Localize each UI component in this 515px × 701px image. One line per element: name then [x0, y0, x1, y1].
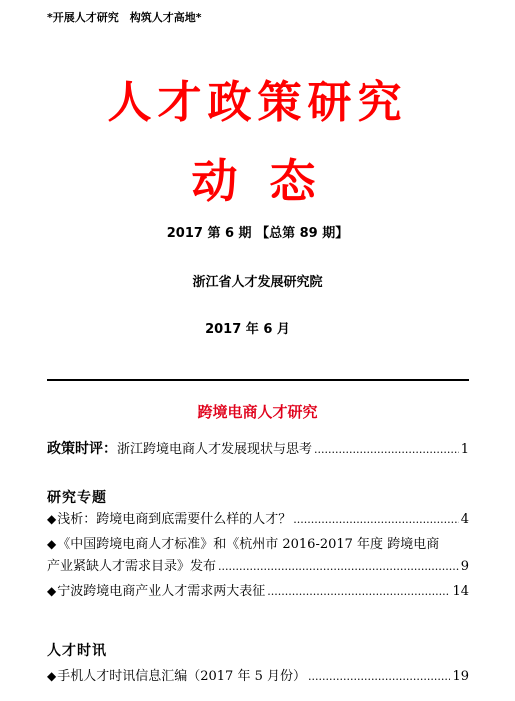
- research-heading: 研究专题: [47, 490, 107, 506]
- leader-dots: [267, 582, 450, 602]
- leader-dots: [218, 557, 459, 577]
- toc-entry-policy[interactable]: [47, 439, 469, 460]
- toc-entry-title: 手机人才时讯信息汇编（2017 年 5 月份）: [57, 669, 306, 684]
- toc-entry-research-2-line2[interactable]: [47, 557, 469, 577]
- publisher: 浙江省人才发展研究院: [192, 275, 323, 290]
- toc-entry-title: 浙江跨境电商人才发展现状与思考: [117, 442, 313, 457]
- topic-heading: 跨境电商人才研究: [197, 403, 318, 421]
- sub-title: 动态: [191, 154, 348, 208]
- toc-page-number: 1: [460, 442, 469, 457]
- news-heading: 人才时讯: [47, 643, 107, 659]
- leader-dots: [308, 667, 450, 687]
- toc-entry-title: 宁波跨境电商产业人才需求两大表征: [57, 584, 266, 599]
- publish-date: 2017 年 6 月: [205, 322, 290, 337]
- diamond-bullet-icon: ◆: [47, 512, 57, 526]
- divider-rule: [47, 379, 469, 381]
- diamond-bullet-icon: ◆: [47, 669, 57, 683]
- header-slogan: *开展人才研究 构筑人才高地*: [47, 11, 202, 24]
- toc-page-number: 19: [452, 669, 469, 684]
- toc-entry-research-1[interactable]: [47, 509, 469, 530]
- toc-page-number: 14: [452, 584, 469, 599]
- main-title: 人才政策研究: [107, 77, 408, 128]
- diamond-bullet-icon: ◆: [47, 537, 57, 551]
- toc-entry-research-2-line1[interactable]: [47, 534, 469, 555]
- toc-entry-title: 浅析：跨境电商到底需要什么样的人才？: [57, 512, 292, 527]
- toc-page-number: 4: [460, 512, 469, 527]
- issue-info: 2017 第 6 期 【总第 89 期】: [166, 226, 349, 241]
- leader-dots: [314, 440, 459, 460]
- toc-page-number: 9: [460, 559, 469, 574]
- leader-dots: [293, 510, 458, 530]
- policy-label: 政策时评：: [47, 441, 117, 457]
- diamond-bullet-icon: ◆: [47, 584, 57, 598]
- toc-entry-news-1[interactable]: [47, 666, 469, 687]
- toc-entry-title: 产业紧缺人才需求目录》发布: [47, 559, 217, 574]
- toc-entry-research-3[interactable]: [47, 581, 469, 602]
- toc-entry-title: 《中国跨境电商人才标准》和《杭州市 2016-2017 年度 跨境电商: [57, 537, 440, 552]
